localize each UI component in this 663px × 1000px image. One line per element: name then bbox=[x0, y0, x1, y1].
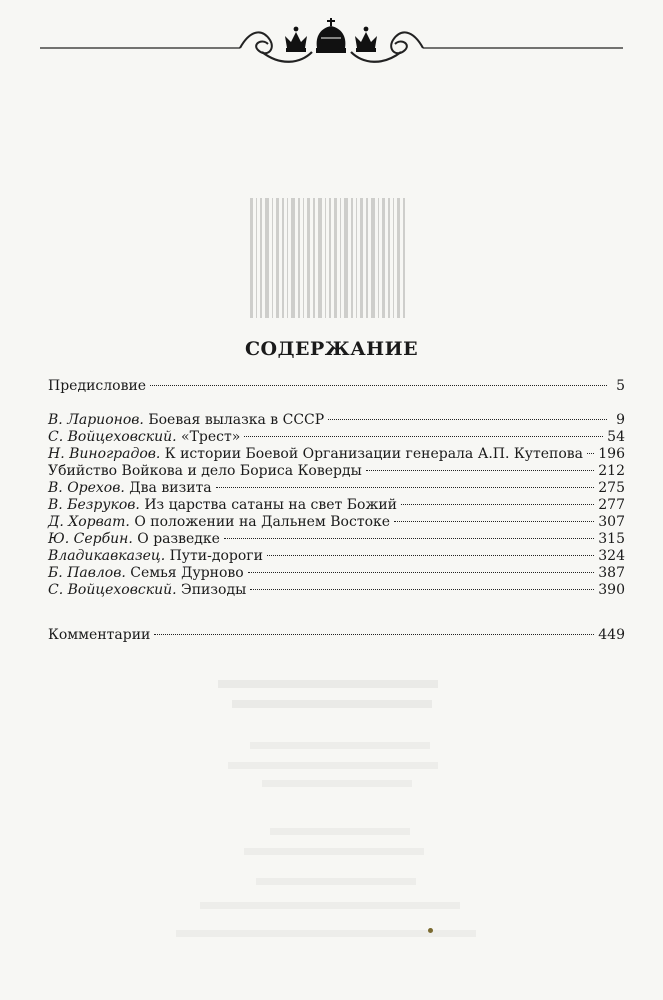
entry-author: Б. Павлов. bbox=[48, 565, 126, 581]
dot-leader bbox=[244, 436, 603, 437]
entry-page: 5 bbox=[616, 378, 625, 394]
entry-page: 277 bbox=[598, 497, 625, 513]
showthrough-line bbox=[218, 680, 438, 688]
showthrough-line bbox=[228, 762, 438, 769]
entry-title: Семья Дурново bbox=[125, 565, 244, 581]
dot-leader bbox=[587, 453, 594, 454]
entry-page: 196 bbox=[598, 446, 625, 462]
toc-entry bbox=[48, 531, 625, 548]
entry-page: 449 bbox=[598, 627, 625, 643]
dot-leader bbox=[394, 521, 594, 522]
dot-leader bbox=[154, 634, 594, 635]
dot-leader bbox=[250, 589, 594, 590]
entry-title: Пути-дороги bbox=[165, 548, 263, 564]
entry-title: К истории Боевой Организации генерала А.П. Кутепова bbox=[160, 446, 583, 462]
dot-leader bbox=[267, 555, 594, 556]
toc-entry bbox=[48, 548, 625, 565]
toc-entry bbox=[48, 497, 625, 514]
showthrough-line bbox=[244, 848, 424, 855]
toc-entry bbox=[48, 514, 625, 531]
paper-speck bbox=[428, 928, 433, 933]
entry-title: Комментарии bbox=[48, 627, 151, 643]
showthrough-line bbox=[262, 780, 412, 787]
entry-author: В. Безруков. bbox=[48, 497, 140, 513]
entry-title: Предисловие bbox=[48, 378, 147, 394]
crown-garland-ornament-icon bbox=[0, 0, 663, 80]
showthrough-line bbox=[270, 828, 410, 835]
toc-entry bbox=[48, 565, 625, 582]
entry-page: 9 bbox=[616, 412, 625, 428]
toc-entry bbox=[48, 412, 625, 429]
entry-title: Эпизоды bbox=[176, 582, 247, 598]
entry-title: «Трест» bbox=[176, 429, 241, 445]
dot-leader bbox=[248, 572, 595, 573]
toc-entry bbox=[48, 463, 625, 480]
showthrough-line bbox=[250, 742, 430, 749]
showthrough-line bbox=[256, 878, 416, 885]
entry-page: 324 bbox=[598, 548, 625, 564]
entry-author: С. Войцеховский. bbox=[48, 582, 177, 598]
toc-entry bbox=[48, 480, 625, 497]
dot-leader bbox=[224, 538, 594, 539]
entry-page: 387 bbox=[598, 565, 625, 581]
showthrough-line bbox=[200, 902, 460, 909]
entry-page: 275 bbox=[598, 480, 625, 496]
entry-author: В. Ларионов. bbox=[48, 412, 144, 428]
showthrough-line bbox=[232, 700, 432, 708]
entry-author: Н. Виноградов. bbox=[48, 446, 161, 462]
entry-author: Владикавказец. bbox=[48, 548, 166, 564]
dot-leader bbox=[366, 470, 595, 471]
entry-title: Убийство Войкова и дело Бориса Коверды bbox=[48, 463, 362, 479]
toc-entry bbox=[48, 627, 625, 644]
toc-entry bbox=[48, 378, 625, 395]
entry-title: О разведке bbox=[132, 531, 220, 547]
toc-entry bbox=[48, 446, 625, 463]
entry-author: Д. Хорват. bbox=[48, 514, 130, 530]
dot-leader bbox=[328, 419, 607, 420]
entry-title: О положении на Дальнем Востоке bbox=[129, 514, 391, 530]
entry-page: 54 bbox=[607, 429, 625, 445]
table-of-contents bbox=[48, 378, 625, 644]
entry-page: 307 bbox=[598, 514, 625, 530]
page-title: СОДЕРЖАНИЕ bbox=[244, 338, 419, 360]
entry-title: Боевая вылазка в СССР bbox=[143, 412, 325, 428]
entry-page: 315 bbox=[598, 531, 625, 547]
entry-title: Из царства сатаны на свет Божий bbox=[139, 497, 397, 513]
entry-page: 212 bbox=[598, 463, 625, 479]
entry-title: Два визита bbox=[124, 480, 212, 496]
toc-entry bbox=[48, 429, 625, 446]
entry-page: 390 bbox=[598, 582, 625, 598]
entry-author: Ю. Сербин. bbox=[48, 531, 133, 547]
dot-leader bbox=[216, 487, 595, 488]
dot-leader bbox=[150, 385, 607, 386]
barcode-showthrough-icon bbox=[246, 186, 408, 334]
toc-entry bbox=[48, 582, 625, 599]
entry-author: С. Войцеховский. bbox=[48, 429, 177, 445]
entry-author: В. Орехов. bbox=[48, 480, 125, 496]
dot-leader bbox=[401, 504, 594, 505]
